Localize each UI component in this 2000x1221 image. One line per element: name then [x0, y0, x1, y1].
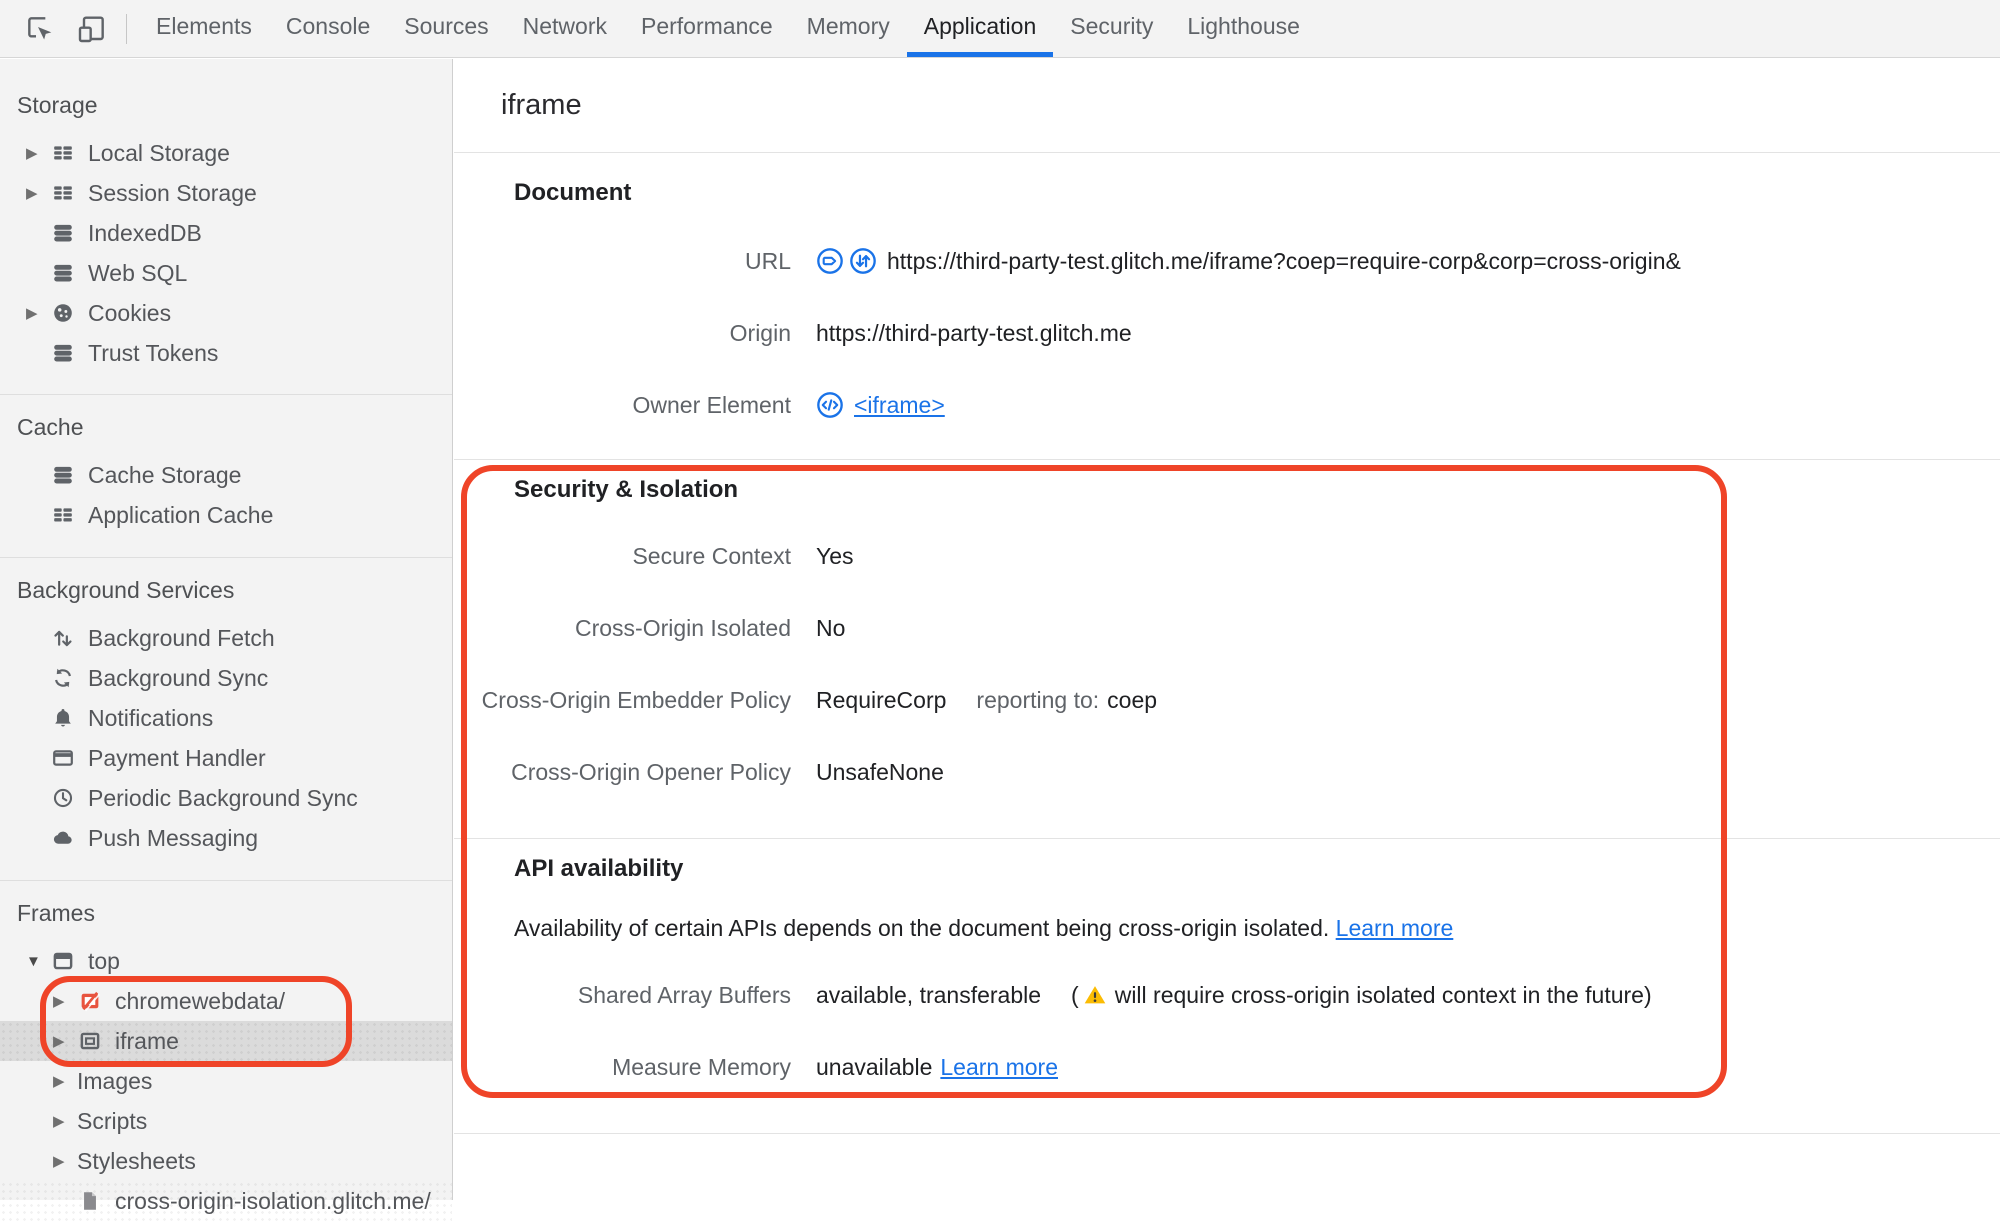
- sidebar-item-label: Cache Storage: [88, 461, 242, 488]
- origin-row: [454, 297, 2000, 369]
- iframe-icon: [77, 1028, 103, 1054]
- api-learn-more-link[interactable]: Learn more: [1335, 915, 1454, 941]
- table-icon: [50, 140, 76, 166]
- document-icon: [77, 1188, 103, 1214]
- sidebar-item-images[interactable]: [0, 1061, 452, 1101]
- sidebar-item-label: Stylesheets: [77, 1147, 196, 1174]
- coop-row: Cross-Origin Opener Policy UnsafeNone: [511, 758, 944, 785]
- chevron-right-icon[interactable]: ▶: [53, 1113, 65, 1130]
- chevron-right-icon[interactable]: ▶: [26, 145, 38, 162]
- sidebar-item-background-fetch[interactable]: [0, 618, 452, 658]
- sidebar-item-label: Web SQL: [88, 259, 188, 286]
- tab-lighthouse[interactable]: Lighthouse: [1187, 12, 1300, 39]
- sidebar-item-label: Local Storage: [88, 139, 230, 166]
- table-icon: [50, 180, 76, 206]
- sidebar-item-session-storage[interactable]: [0, 173, 452, 213]
- chevron-down-icon[interactable]: ▼: [26, 952, 41, 970]
- reveal-in-sources-icon[interactable]: [816, 247, 844, 275]
- payment-card-icon: [50, 745, 76, 771]
- sidebar-item-label: Background Fetch: [88, 624, 275, 651]
- cross-origin-isolated-row: Cross-Origin Isolated No: [574, 614, 846, 641]
- reveal-in-elements-icon[interactable]: [816, 391, 844, 419]
- sidebar-item-cache-storage[interactable]: [0, 455, 452, 495]
- database-icon: [50, 260, 76, 286]
- sidebar-item-label: Trust Tokens: [88, 339, 219, 366]
- tab-elements[interactable]: Elements: [156, 12, 252, 39]
- frame-icon: [50, 948, 76, 974]
- sync-arrows-icon: [50, 665, 76, 691]
- secure-context-value: Yes: [816, 542, 854, 569]
- shared-array-buffers-warning: will require cross-origin isolated context in the future): [1114, 981, 1652, 1008]
- tab-performance[interactable]: Performance: [641, 12, 773, 39]
- sidebar-item-stylesheets[interactable]: [0, 1141, 452, 1181]
- api-section-title: API availability: [514, 855, 684, 882]
- document-section-title: Document: [514, 179, 632, 206]
- tab-network[interactable]: Network: [522, 12, 607, 39]
- tab-sources[interactable]: Sources: [404, 12, 489, 39]
- document-section: [454, 153, 2000, 459]
- section-title-background-services: Background Services: [17, 577, 235, 603]
- blocked-frame-icon: [77, 988, 103, 1014]
- sidebar-item-periodic-background-sync[interactable]: [0, 778, 452, 818]
- sidebar-item-push-messaging[interactable]: [0, 818, 452, 858]
- sidebar-item-label: top: [88, 947, 120, 974]
- sidebar-item-label: Cookies: [88, 299, 172, 326]
- section-title-storage: Storage: [17, 92, 98, 118]
- divider: [454, 1133, 2000, 1134]
- annotated-region: [454, 460, 2000, 1133]
- sidebar-item-notifications[interactable]: [0, 698, 452, 738]
- measure-memory-learn-more-link[interactable]: Learn more: [940, 1053, 1058, 1080]
- fetch-arrows-icon: [50, 625, 76, 651]
- coep-reporting-value: coep: [1107, 686, 1158, 713]
- sidebar-item-label: Scripts: [77, 1107, 148, 1134]
- frames-children: [0, 981, 452, 1061]
- url-value: https://third-party-test.glitch.me/iframe?coep=require-corp&corp=cross-origin&: [887, 247, 1681, 274]
- devtools-tabbar: [0, 0, 2000, 58]
- sidebar-item-label: Notifications: [88, 704, 214, 731]
- sidebar-item-label: Application Cache: [88, 501, 274, 528]
- sidebar-item-label: cross-origin-isolation.glitch.me/: [115, 1187, 431, 1214]
- toolbar-icons: [0, 0, 110, 57]
- cookie-icon: [50, 300, 76, 326]
- sidebar-item-frame-iframe[interactable]: [0, 1021, 452, 1061]
- owner-element-link[interactable]: <iframe>: [854, 391, 945, 418]
- section-background-services: [0, 558, 452, 881]
- shared-array-buffers-row: Shared Array Buffers available, transferable ( will require cross-origin isolated context in the future): [577, 981, 1652, 1008]
- api-description: Availability of certain APIs depends on the document being cross-origin isolated. Learn more: [514, 915, 1454, 941]
- coep-value: RequireCorp: [816, 686, 947, 713]
- owner-element-row: [454, 369, 2000, 441]
- database-icon: [50, 462, 76, 488]
- sidebar-item-label: Push Messaging: [88, 824, 259, 851]
- coep-row: Cross-Origin Embedder Policy RequireCorp reporting to: coep: [481, 686, 1158, 713]
- sidebar-item-indexeddb[interactable]: [0, 213, 452, 253]
- sidebar-item-local-storage[interactable]: [0, 133, 452, 173]
- tab-security[interactable]: Security: [1070, 12, 1154, 39]
- tab-application[interactable]: Application: [907, 0, 1054, 57]
- sidebar-item-label: Session Storage: [88, 179, 257, 206]
- warning-icon: [1083, 983, 1107, 1007]
- sidebar-item-web-sql[interactable]: [0, 253, 452, 293]
- sidebar-item-frame-top[interactable]: [0, 941, 452, 981]
- sidebar-item-application-cache[interactable]: [0, 495, 452, 535]
- sidebar-item-label: chromewebdata/: [115, 987, 286, 1014]
- sidebar-item-label: Periodic Background Sync: [88, 784, 358, 811]
- chevron-right-icon[interactable]: ▶: [26, 185, 38, 202]
- owner-element-label: Owner Element: [632, 391, 791, 418]
- sidebar-item-label: Background Sync: [88, 664, 269, 691]
- sidebar-item-label: Payment Handler: [88, 744, 266, 771]
- sidebar-item-label: iframe: [115, 1027, 179, 1054]
- reveal-in-network-icon[interactable]: [849, 247, 877, 275]
- chevron-right-icon[interactable]: ▶: [26, 305, 38, 322]
- section-frames: [0, 881, 452, 1221]
- api-availability-section: [454, 839, 2000, 1133]
- clock-icon: [50, 785, 76, 811]
- secure-context-row: Secure Context Yes: [632, 542, 854, 569]
- tab-memory[interactable]: Memory: [806, 12, 890, 39]
- chevron-right-icon[interactable]: ▶: [53, 1153, 65, 1170]
- sidebar-item-scripts[interactable]: [0, 1101, 452, 1141]
- cross-origin-isolated-value: No: [816, 614, 846, 641]
- sidebar-item-background-sync[interactable]: [0, 658, 452, 698]
- section-title-frames: Frames: [17, 900, 95, 926]
- panel-tabs: [139, 0, 1317, 57]
- section-storage: [0, 59, 452, 395]
- toolbar-separator: [126, 14, 127, 44]
- device-toolbar-icon[interactable]: [74, 11, 110, 47]
- url-row: [454, 225, 2000, 297]
- sidebar-item-label: IndexedDB: [88, 219, 202, 246]
- shared-array-buffers-value: available, transferable: [816, 981, 1042, 1008]
- measure-memory-row: Measure Memory unavailable Learn more: [612, 1053, 1058, 1080]
- bell-icon: [50, 705, 76, 731]
- frame-details-panel: [454, 59, 2000, 1200]
- sidebar-item-trust-tokens[interactable]: [0, 333, 452, 373]
- sidebar-item-frame-chromewebdata[interactable]: [0, 981, 452, 1021]
- url-label: URL: [744, 247, 791, 274]
- security-section-title: Security & Isolation: [514, 476, 739, 503]
- inspect-element-icon[interactable]: [22, 11, 58, 47]
- section-title-cache: Cache: [17, 414, 84, 440]
- sidebar-item-label: Images: [77, 1067, 153, 1094]
- chevron-right-icon[interactable]: ▶: [53, 1073, 65, 1090]
- coop-value: UnsafeNone: [816, 758, 944, 785]
- cloud-icon: [50, 825, 76, 851]
- sidebar-item-stylesheet-file[interactable]: [0, 1181, 452, 1221]
- sidebar-item-payment-handler[interactable]: [0, 738, 452, 778]
- table-icon: [50, 502, 76, 528]
- chevron-right-icon[interactable]: ▶: [53, 1033, 65, 1050]
- measure-memory-value: unavailable: [816, 1053, 933, 1080]
- section-cache: [0, 395, 452, 558]
- sidebar-item-cookies[interactable]: [0, 293, 452, 333]
- coep-reporting-label: reporting to:: [976, 686, 1100, 713]
- database-icon: [50, 340, 76, 366]
- database-icon: [50, 220, 76, 246]
- page-title: iframe: [501, 89, 582, 121]
- security-isolation-section: [454, 460, 2000, 838]
- application-sidebar: [0, 59, 453, 1214]
- tab-console[interactable]: Console: [285, 12, 371, 39]
- origin-label: Origin: [729, 319, 791, 346]
- origin-value: https://third-party-test.glitch.me: [816, 319, 1132, 346]
- chevron-right-icon[interactable]: ▶: [53, 993, 65, 1010]
